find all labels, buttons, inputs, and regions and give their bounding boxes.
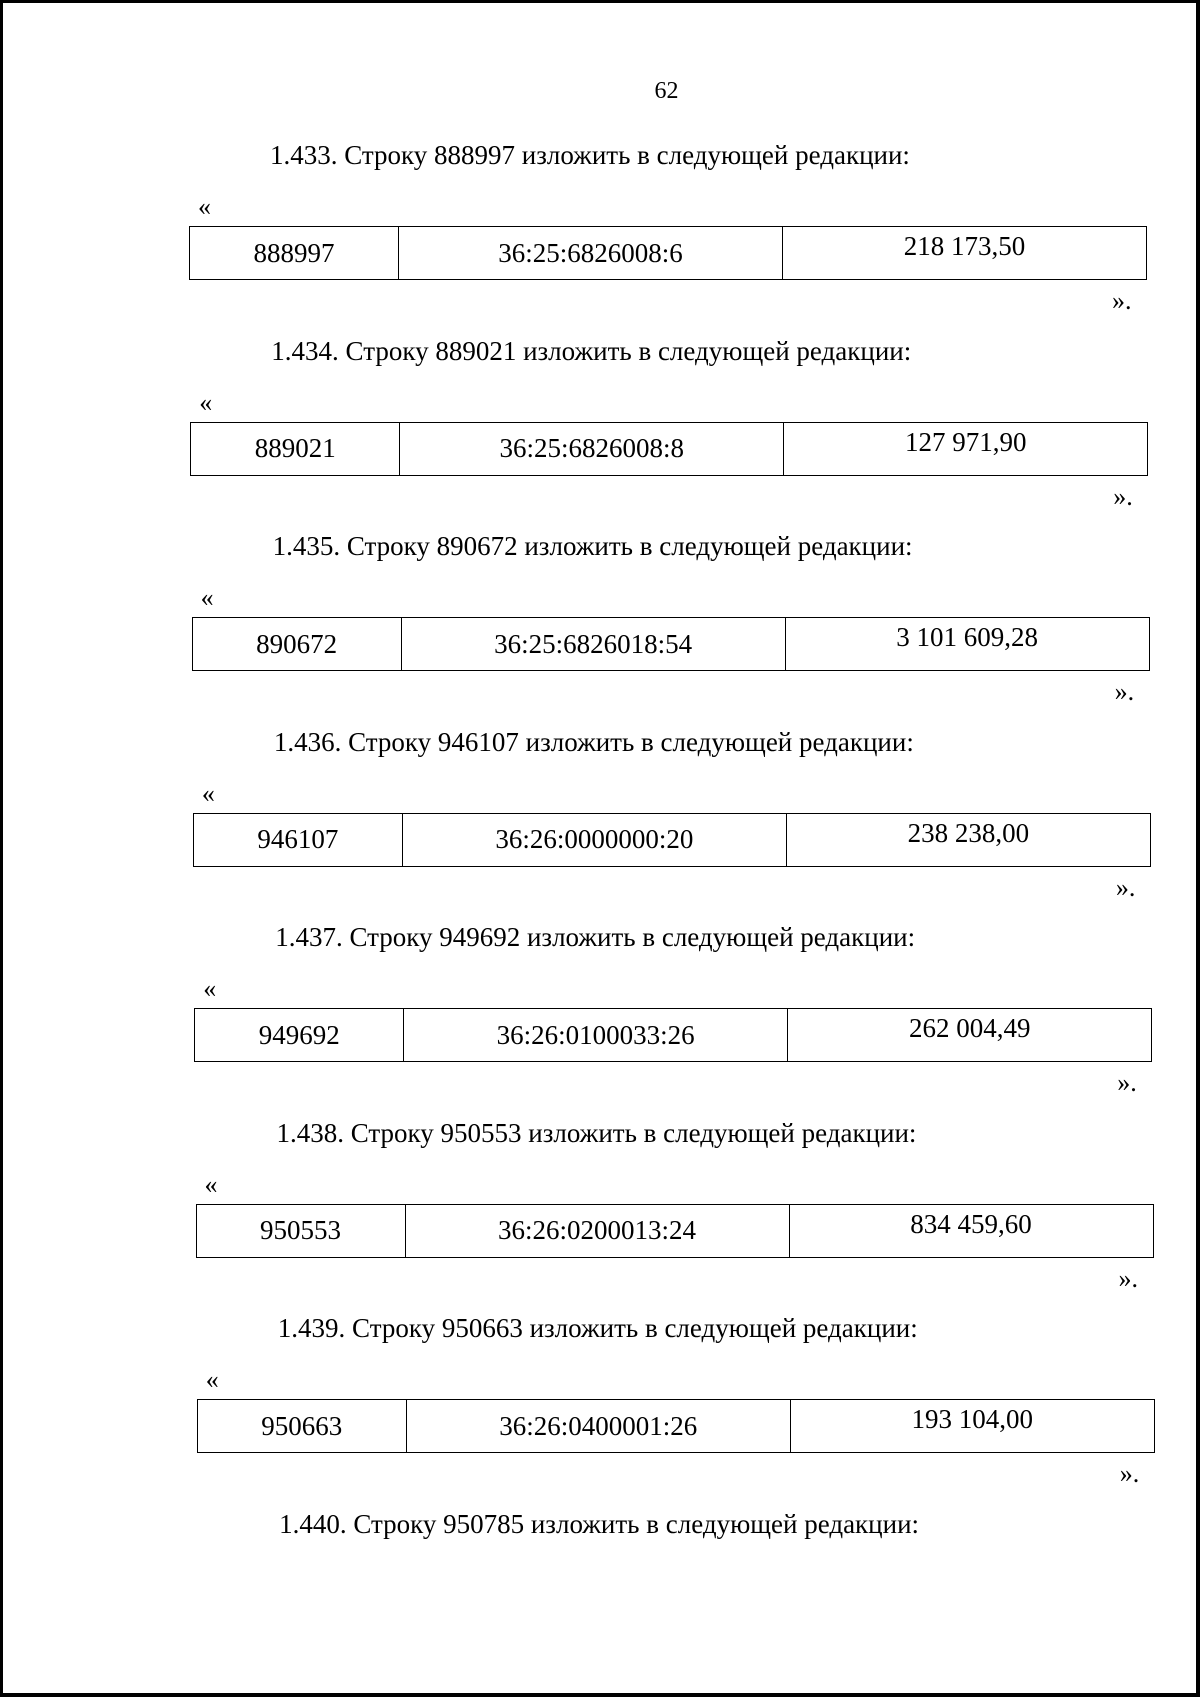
row-code-cell: 888997 (190, 227, 399, 280)
amendment-heading: 1.437. Строку 949692 изложить в следующей редакции: (275, 922, 916, 952)
replacement-row-table (194, 1008, 1152, 1062)
closing-quote: ». (1118, 1263, 1138, 1293)
amount-cell: 262 004,49 (788, 1009, 1152, 1062)
table-row (192, 618, 1149, 671)
closing-quote: ». (1119, 1459, 1140, 1488)
replacement-row-table (197, 1399, 1155, 1453)
row-code-cell: 950553 (196, 1204, 405, 1257)
replacement-row-table (189, 226, 1147, 280)
opening-quote: « (200, 583, 214, 612)
row-code-cell: 889021 (191, 422, 400, 475)
cadastral-number-cell: 36:26:0200013:24 (405, 1204, 789, 1257)
amendment-heading: 1.438. Строку 950553 изложить в следующей редакции: (276, 1117, 917, 1148)
amendment-heading: 1.439. Строку 950663 изложить в следующей редакции: (277, 1313, 918, 1343)
amendment-heading: 1.433. Строку 888997 изложить в следующей редакции: (270, 140, 910, 170)
replacement-row-table (190, 422, 1148, 476)
row-code-cell: 890672 (192, 618, 401, 671)
closing-quote: ». (1113, 481, 1133, 511)
row-code-cell: 949692 (195, 1009, 404, 1062)
opening-quote: « (199, 387, 213, 417)
table-row (190, 227, 1147, 280)
row-code-cell: 946107 (193, 813, 402, 866)
amount-cell: 218 173,50 (783, 227, 1147, 280)
closing-quote: ». (1114, 677, 1135, 706)
table-row (193, 813, 1150, 866)
amount-cell: 127 971,90 (784, 422, 1148, 475)
replacement-row-table (193, 813, 1151, 867)
table-row (191, 422, 1148, 475)
closing-quote: ». (1117, 1068, 1137, 1097)
cadastral-number-cell: 36:25:6826008:8 (400, 422, 784, 475)
opening-quote: « (205, 1365, 219, 1394)
opening-quote: « (204, 1169, 218, 1199)
cadastral-number-cell: 36:26:0400001:26 (406, 1400, 790, 1453)
amount-cell: 238 238,00 (786, 813, 1150, 866)
closing-quote: ». (1115, 872, 1136, 902)
row-code-cell: 950663 (197, 1400, 406, 1453)
closing-quote: ». (1112, 286, 1132, 315)
table-row (197, 1400, 1154, 1453)
amendment-heading: 1.435. Строку 890672 изложить в следующей редакции: (272, 531, 913, 561)
amendment-heading: 1.434. Строку 889021 изложить в следующей редакции: (271, 335, 912, 366)
cadastral-number-cell: 36:25:6826008:6 (399, 227, 783, 280)
amount-cell: 3 101 609,28 (785, 618, 1149, 671)
final-amendment-heading: 1.440. Строку 950785 изложить в следующей редакции: (279, 1508, 920, 1539)
amount-cell: 834 459,60 (789, 1204, 1153, 1257)
cadastral-number-cell: 36:26:0100033:26 (404, 1009, 788, 1062)
page-number: 62 (654, 78, 679, 104)
replacement-row-table (196, 1204, 1154, 1258)
table-row (195, 1009, 1152, 1062)
amendment-heading: 1.436. Строку 946107 изложить в следующей редакции: (273, 726, 914, 757)
replacement-row-table (192, 617, 1150, 671)
opening-quote: « (198, 192, 211, 221)
amount-cell: 193 104,00 (790, 1400, 1154, 1453)
cadastral-number-cell: 36:25:6826018:54 (401, 618, 785, 671)
opening-quote: « (201, 778, 215, 808)
cadastral-number-cell: 36:26:0000000:20 (402, 813, 786, 866)
opening-quote: « (203, 974, 217, 1003)
table-row (196, 1204, 1153, 1257)
